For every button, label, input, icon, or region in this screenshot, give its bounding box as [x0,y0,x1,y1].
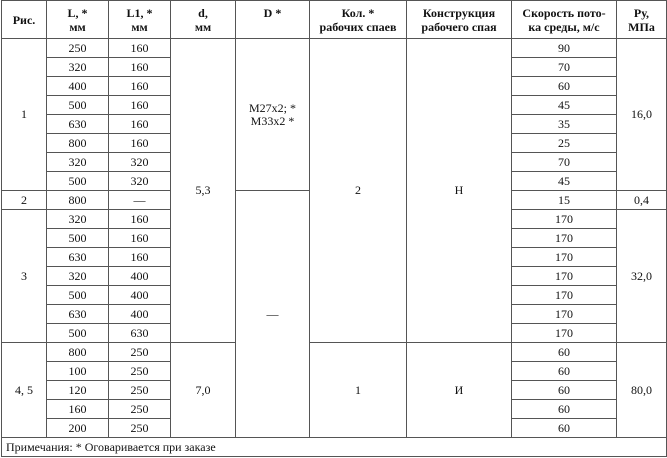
header-design: Конструкция рабочего спая [407,1,512,39]
length-1-cell: 160 [109,134,171,153]
speed-cell: 60 [512,400,617,419]
length-1-cell: 250 [109,343,171,362]
fig-cell: 1 [2,39,47,191]
length-cell: 800 [47,343,109,362]
length-cell: 500 [47,286,109,305]
length-cell: 160 [47,400,109,419]
length-cell: 200 [47,419,109,438]
table-row [2,39,667,58]
speed-cell: 170 [512,324,617,343]
length-cell: 500 [47,172,109,191]
length-cell: 250 [47,39,109,58]
header-length: L, * мм [47,1,109,39]
length-1-cell: 160 [109,96,171,115]
diameter-cell: 5,3 [171,39,236,343]
length-1-cell: 160 [109,229,171,248]
junctions-cell: 1 [310,343,407,438]
speed-cell: 60 [512,77,617,96]
header-diameter: d, мм [171,1,236,39]
speed-cell: 170 [512,210,617,229]
length-cell: 500 [47,324,109,343]
thread-cell: М27х2; * М33х2 * [236,39,310,191]
length-cell: 400 [47,77,109,96]
speed-cell: 170 [512,267,617,286]
length-cell: 320 [47,267,109,286]
length-1-cell: 160 [109,115,171,134]
design-cell: И [407,343,512,438]
speed-cell: 60 [512,381,617,400]
header-speed: Скорость пото- ка среды, м/с [512,1,617,39]
length-1-cell: 400 [109,305,171,324]
length-1-cell: 160 [109,39,171,58]
diameter-cell: 7,0 [171,343,236,438]
length-cell: 320 [47,210,109,229]
speed-cell: 60 [512,343,617,362]
length-1-cell: 250 [109,419,171,438]
length-1-cell: 400 [109,286,171,305]
speed-cell: 45 [512,96,617,115]
speed-cell: 45 [512,172,617,191]
fig-cell: 4, 5 [2,343,47,438]
speed-cell: 25 [512,134,617,153]
length-1-cell: 160 [109,210,171,229]
length-cell: 800 [47,191,109,210]
length-cell: 500 [47,229,109,248]
header-length-1: L1, * мм [109,1,171,39]
length-cell: 320 [47,153,109,172]
length-1-cell: 250 [109,381,171,400]
table-row [2,343,667,362]
speed-cell: 35 [512,115,617,134]
speed-cell: 70 [512,58,617,77]
header-row [2,1,667,39]
speed-cell: 60 [512,419,617,438]
length-cell: 800 [47,134,109,153]
specification-table [1,0,667,457]
pressure-cell: 80,0 [617,343,667,438]
length-1-cell: 160 [109,58,171,77]
length-1-cell: 630 [109,324,171,343]
fig-cell: 3 [2,210,47,343]
length-1-cell: 160 [109,77,171,96]
header-junctions: Кол. * рабочих спаев [310,1,407,39]
thread-cell: — [236,191,310,438]
pressure-cell: 32,0 [617,210,667,343]
header-thread: D * [236,1,310,39]
length-cell: 630 [47,115,109,134]
length-1-cell: 320 [109,153,171,172]
table-note: Примечания: * Оговаривается при заказе [2,438,667,457]
speed-cell: 90 [512,39,617,58]
length-1-cell: 250 [109,362,171,381]
speed-cell: 60 [512,362,617,381]
speed-cell: 15 [512,191,617,210]
length-cell: 100 [47,362,109,381]
speed-cell: 170 [512,248,617,267]
speed-cell: 170 [512,286,617,305]
header-pressure: Ру, МПа [617,1,667,39]
length-cell: 630 [47,248,109,267]
design-cell: Н [407,39,512,343]
length-cell: 630 [47,305,109,324]
length-1-cell: 320 [109,172,171,191]
length-cell: 120 [47,381,109,400]
speed-cell: 170 [512,305,617,324]
length-1-cell: 250 [109,400,171,419]
speed-cell: 70 [512,153,617,172]
length-cell: 500 [47,96,109,115]
junctions-cell: 2 [310,39,407,343]
fig-cell: 2 [2,191,47,210]
length-cell: 320 [47,58,109,77]
header-fig: Рис. [2,1,47,39]
speed-cell: 170 [512,229,617,248]
length-1-cell: 400 [109,267,171,286]
length-1-cell: 160 [109,248,171,267]
note-row [2,438,667,457]
pressure-cell: 16,0 [617,39,667,191]
pressure-cell: 0,4 [617,191,667,210]
length-1-cell: — [109,191,171,210]
